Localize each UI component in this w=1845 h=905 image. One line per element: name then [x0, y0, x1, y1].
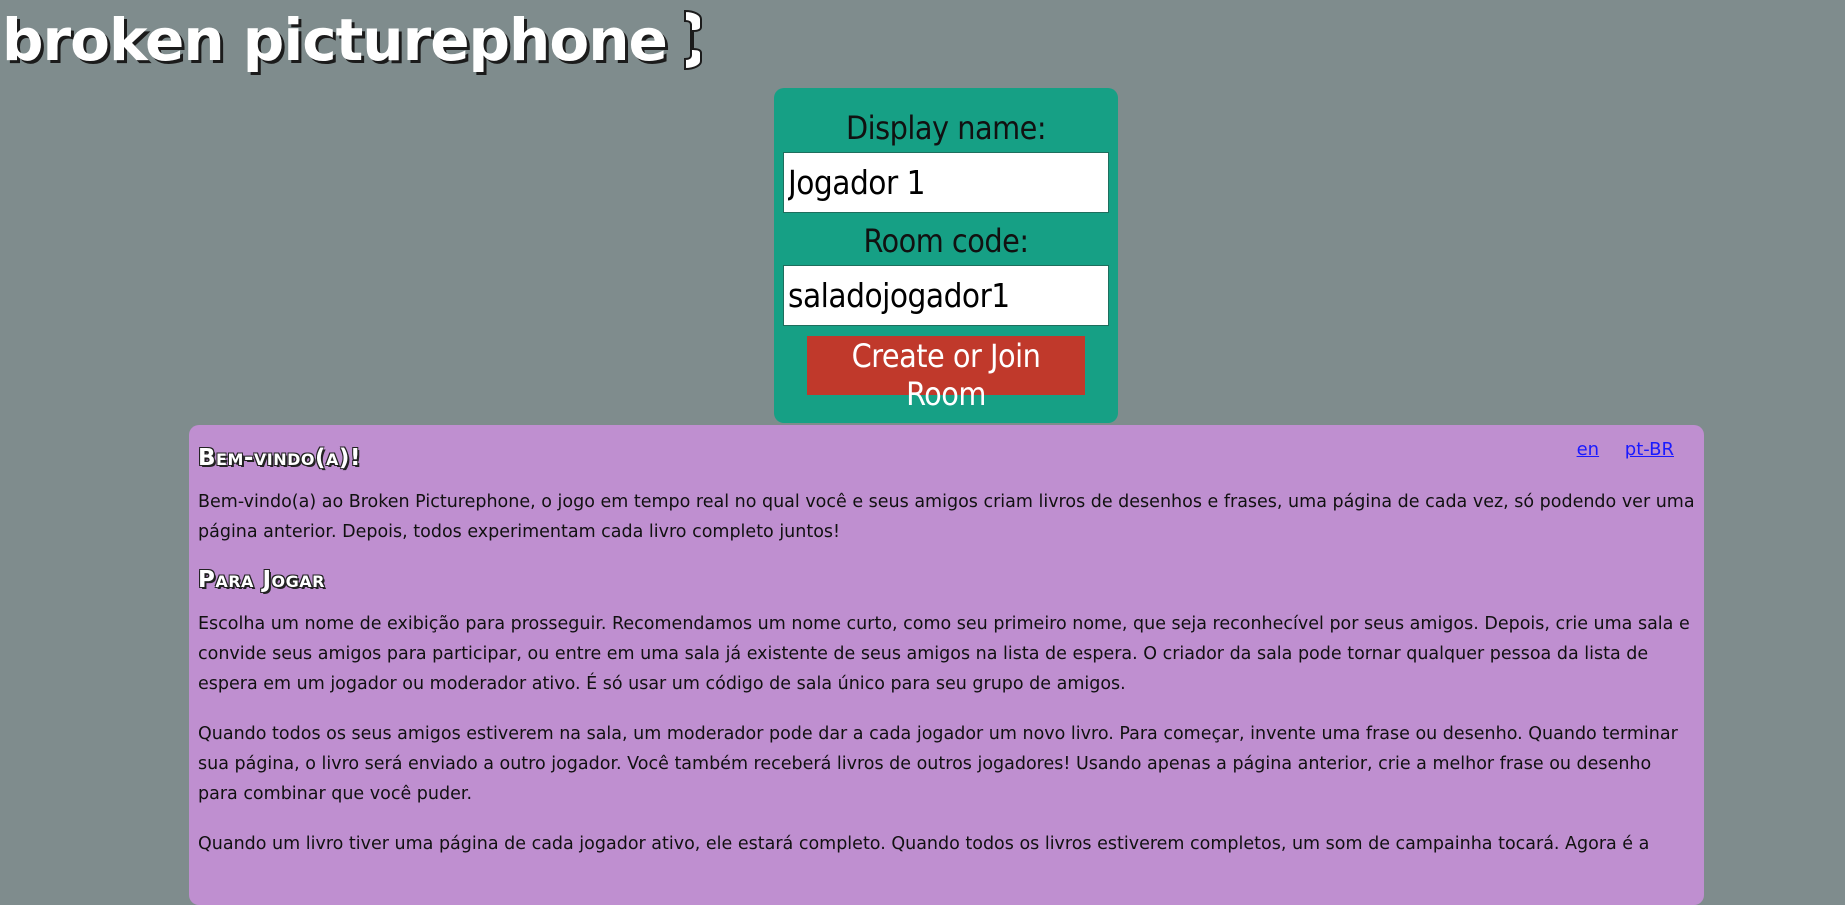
login-card	[774, 88, 1118, 423]
how-to-play-paragraph-2: Quando todos os seus amigos estiverem na sala, um moderador pode dar a cada jogador um novo livro. Para começar, invente uma frase ou desenho. Quando terminar sua página, o livro será enviado a outro jogador. Você também receberá livros de outros jogadores! Usando apenas a página anterior, crie a melhor frase ou desenho para combinar que você puder.	[198, 724, 1678, 804]
telephone-handset-icon	[677, 5, 707, 75]
app-logo	[2, 0, 707, 80]
room-code-label: Room code:	[863, 222, 1029, 260]
language-switcher	[1557, 439, 1674, 460]
create-or-join-room-button[interactable]: Create or Join Room	[807, 336, 1085, 395]
info-panel	[189, 425, 1704, 905]
display-name-input[interactable]	[783, 152, 1109, 213]
welcome-heading: Bem-vindo(a)!	[198, 445, 361, 471]
logo-text: broken picturephone	[2, 6, 667, 74]
how-to-play-paragraph-3: Quando um livro tiver uma página de cada jogador ativo, ele estará completo. Quando todos os livros estiverem completos, um som de campainha tocará. Agora é a	[198, 834, 1650, 854]
welcome-paragraph: Bem-vindo(a) ao Broken Picturephone, o jogo em tempo real no qual você e seus amigos criam livros de desenhos e frases, uma página de cada vez, só podendo ver uma página anterior. Depois, todos experimentam cada livro completo juntos!	[198, 492, 1695, 542]
language-link-en[interactable]: en	[1576, 439, 1600, 460]
display-name-label: Display name:	[845, 109, 1047, 147]
language-link-pt-br[interactable]: pt-BR	[1624, 439, 1674, 460]
how-to-play-heading: Para Jogar	[198, 567, 325, 593]
how-to-play-paragraph-1: Escolha um nome de exibição para prosseguir. Recomendamos um nome curto, como seu primeiro nome, que seja reconhecível por seus amigos. Depois, crie uma sala e convide seus amigos para participar, ou entre em uma sala já existente de seus amigos na lista de espera. O criador da sala pode tornar qualquer pessoa da lista de espera em um jogador ou moderador ativo. É só usar um código de sala único para seu grupo de amigos.	[198, 614, 1690, 694]
room-code-input[interactable]	[783, 265, 1109, 326]
